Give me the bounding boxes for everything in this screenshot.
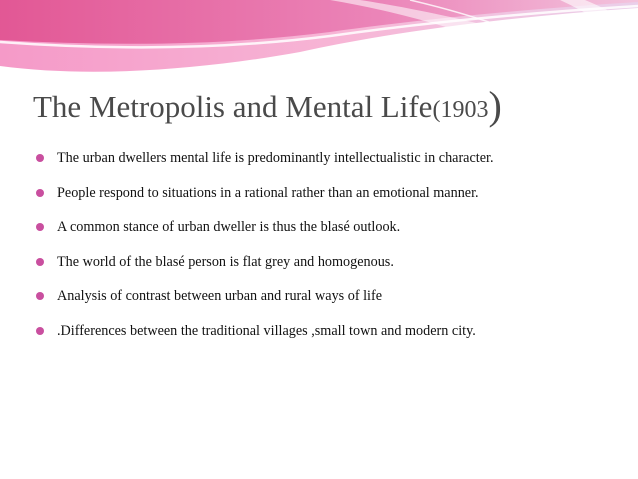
title-year: (1903 (432, 97, 489, 123)
bullet-dot-icon (36, 189, 44, 197)
bullet-item (32, 286, 622, 321)
bullet-dot-icon (36, 292, 44, 300)
title-main: The Metropolis and Mental Life (33, 89, 433, 124)
bullet-dot-icon (36, 223, 44, 231)
bullet-text: A common stance of urban dweller is thus the blasé outlook. (57, 219, 401, 235)
bullet-dot-icon (36, 154, 44, 162)
bullet-item (32, 217, 622, 252)
bullet-list (32, 148, 622, 355)
bullet-text: The urban dwellers mental life is predominantly intellectualistic in character. (57, 150, 494, 166)
bullet-item (32, 183, 622, 218)
bullet-item (32, 252, 622, 287)
bullet-dot-icon (36, 327, 44, 335)
header-swoosh-decoration (0, 0, 638, 80)
bullet-item (32, 321, 622, 356)
bullet-text: People respond to situations in a rational rather than an emotional manner. (57, 184, 479, 201)
bullet-text: .Differences between the traditional villages ,small town and modern city. (57, 322, 476, 339)
bullet-text: Analysis of contrast between urban and rural ways of life (57, 288, 383, 304)
bullet-text: The world of the blasé person is flat grey and homogenous. (57, 253, 394, 270)
slide-title (33, 82, 502, 132)
bullet-dot-icon (36, 258, 44, 266)
title-close-paren: ) (488, 83, 502, 128)
bullet-item (32, 148, 622, 183)
